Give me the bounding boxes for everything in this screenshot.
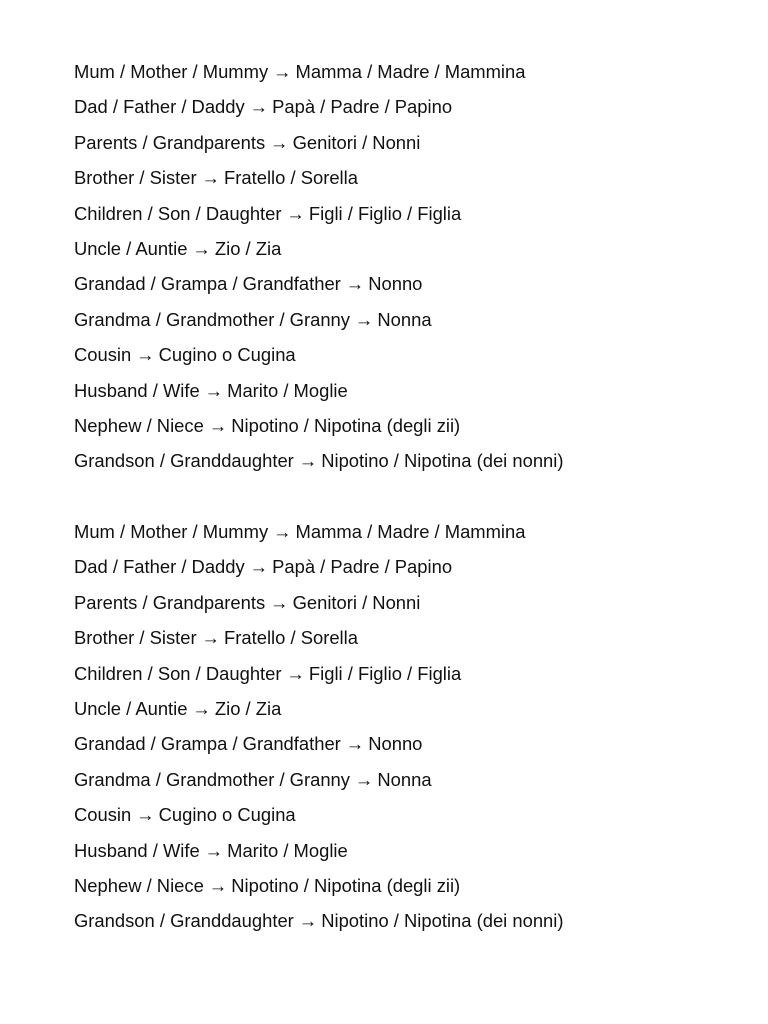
english-term: Brother / Sister — [74, 167, 197, 189]
arrow-right-icon: → — [204, 379, 224, 401]
vocab-row — [74, 200, 714, 235]
italian-term: Mamma / Madre / Mammina — [295, 521, 526, 542]
vocab-row — [74, 412, 714, 447]
arrow-right-icon: → — [354, 768, 374, 790]
italian-term: Nonna — [377, 308, 432, 330]
arrow-right-icon: → — [286, 662, 305, 684]
english-term: Brother / Sister — [74, 627, 197, 649]
italian-term: Figli / Figlio / Figlia — [308, 202, 462, 224]
arrow-right-icon: → — [208, 414, 228, 436]
italian-term: Nonno — [368, 733, 423, 755]
vocab-row — [74, 306, 714, 341]
english-term: Grandma / Grandmother / Granny — [74, 768, 350, 790]
arrow-right-icon: → — [208, 874, 228, 896]
arrow-right-icon: → — [298, 450, 318, 472]
vocab-row — [74, 341, 714, 376]
italian-term: Zio / Zia — [214, 697, 282, 719]
italian-term: Fratello / Sorella — [224, 167, 358, 189]
english-term: Dad / Father / Daddy — [74, 96, 245, 118]
arrow-right-icon: → — [273, 521, 292, 542]
english-term: Husband / Wife — [74, 379, 200, 401]
english-term: Children / Son / Daughter — [74, 202, 282, 224]
italian-term: Nonna — [377, 768, 432, 790]
arrow-right-icon: → — [136, 804, 155, 826]
english-term: Grandad / Grampa / Grandfather — [74, 273, 341, 295]
italian-term: Papà / Padre / Papino — [272, 556, 453, 578]
vocab-row — [74, 695, 714, 730]
arrow-right-icon: → — [270, 591, 289, 613]
vocab-row — [74, 872, 714, 907]
vocab-row — [74, 801, 714, 836]
vocab-row — [74, 164, 714, 199]
english-term: Nephew / Niece — [74, 874, 204, 896]
italian-term: Figli / Figlio / Figlia — [308, 662, 462, 684]
arrow-right-icon: → — [249, 96, 269, 118]
italian-term: Nonno — [368, 273, 423, 295]
vocab-row — [74, 518, 714, 553]
arrow-right-icon: → — [249, 556, 269, 578]
english-term: Cousin — [74, 804, 132, 826]
english-term: Dad / Father / Daddy — [74, 556, 245, 578]
italian-term: Cugino o Cugina — [158, 804, 296, 826]
vocab-row — [74, 235, 714, 270]
italian-term: Nipotino / Nipotina (dei nonni) — [321, 450, 564, 472]
italian-term: Nipotino / Nipotina (degli zii) — [231, 414, 461, 436]
vocab-row — [74, 93, 714, 128]
italian-term: Marito / Moglie — [227, 379, 348, 401]
english-term: Grandson / Granddaughter — [74, 450, 294, 472]
italian-term: Genitori / Nonni — [292, 131, 421, 153]
vocab-row — [74, 129, 714, 164]
english-term: Mum / Mother / Mummy — [74, 61, 269, 82]
english-term: Uncle / Auntie — [74, 237, 188, 259]
vocabulary-list-first — [74, 58, 714, 483]
italian-term: Marito / Moglie — [227, 839, 348, 861]
arrow-right-icon: → — [201, 627, 221, 649]
vocab-row — [74, 907, 714, 942]
arrow-right-icon: → — [192, 237, 211, 259]
vocab-row — [74, 447, 714, 482]
italian-term: Zio / Zia — [214, 237, 282, 259]
arrow-right-icon: → — [354, 308, 374, 330]
english-term: Parents / Grandparents — [74, 591, 266, 613]
english-term: Grandson / Granddaughter — [74, 910, 294, 932]
arrow-right-icon: → — [204, 839, 224, 861]
vocab-row — [74, 589, 714, 624]
vocabulary-list-second — [74, 518, 714, 943]
arrow-right-icon: → — [192, 697, 211, 719]
arrow-right-icon: → — [270, 131, 289, 153]
arrow-right-icon: → — [345, 733, 365, 755]
italian-term: Genitori / Nonni — [292, 591, 421, 613]
english-term: Uncle / Auntie — [74, 697, 188, 719]
vocab-row — [74, 730, 714, 765]
english-term: Husband / Wife — [74, 839, 200, 861]
english-term: Parents / Grandparents — [74, 131, 266, 153]
arrow-right-icon: → — [286, 202, 305, 224]
vocab-row — [74, 837, 714, 872]
english-term: Grandma / Grandmother / Granny — [74, 308, 350, 330]
arrow-right-icon: → — [298, 910, 318, 932]
vocab-row — [74, 660, 714, 695]
vocab-row — [74, 553, 714, 588]
italian-term: Nipotino / Nipotina (degli zii) — [231, 874, 461, 896]
english-term: Mum / Mother / Mummy — [74, 521, 269, 542]
italian-term: Fratello / Sorella — [224, 627, 358, 649]
english-term: Children / Son / Daughter — [74, 662, 282, 684]
english-term: Nephew / Niece — [74, 414, 204, 436]
english-term: Grandad / Grampa / Grandfather — [74, 733, 341, 755]
arrow-right-icon: → — [345, 273, 365, 295]
italian-term: Nipotino / Nipotina (dei nonni) — [321, 910, 564, 932]
italian-term: Papà / Padre / Papino — [272, 96, 453, 118]
english-term: Cousin — [74, 344, 132, 366]
vocab-row — [74, 270, 714, 305]
arrow-right-icon: → — [136, 344, 155, 366]
vocab-row — [74, 377, 714, 412]
italian-term: Cugino o Cugina — [158, 344, 296, 366]
arrow-right-icon: → — [273, 61, 292, 82]
vocab-row — [74, 58, 714, 93]
arrow-right-icon: → — [201, 167, 221, 189]
vocab-row — [74, 624, 714, 659]
vocab-row — [74, 766, 714, 801]
italian-term: Mamma / Madre / Mammina — [295, 61, 526, 82]
